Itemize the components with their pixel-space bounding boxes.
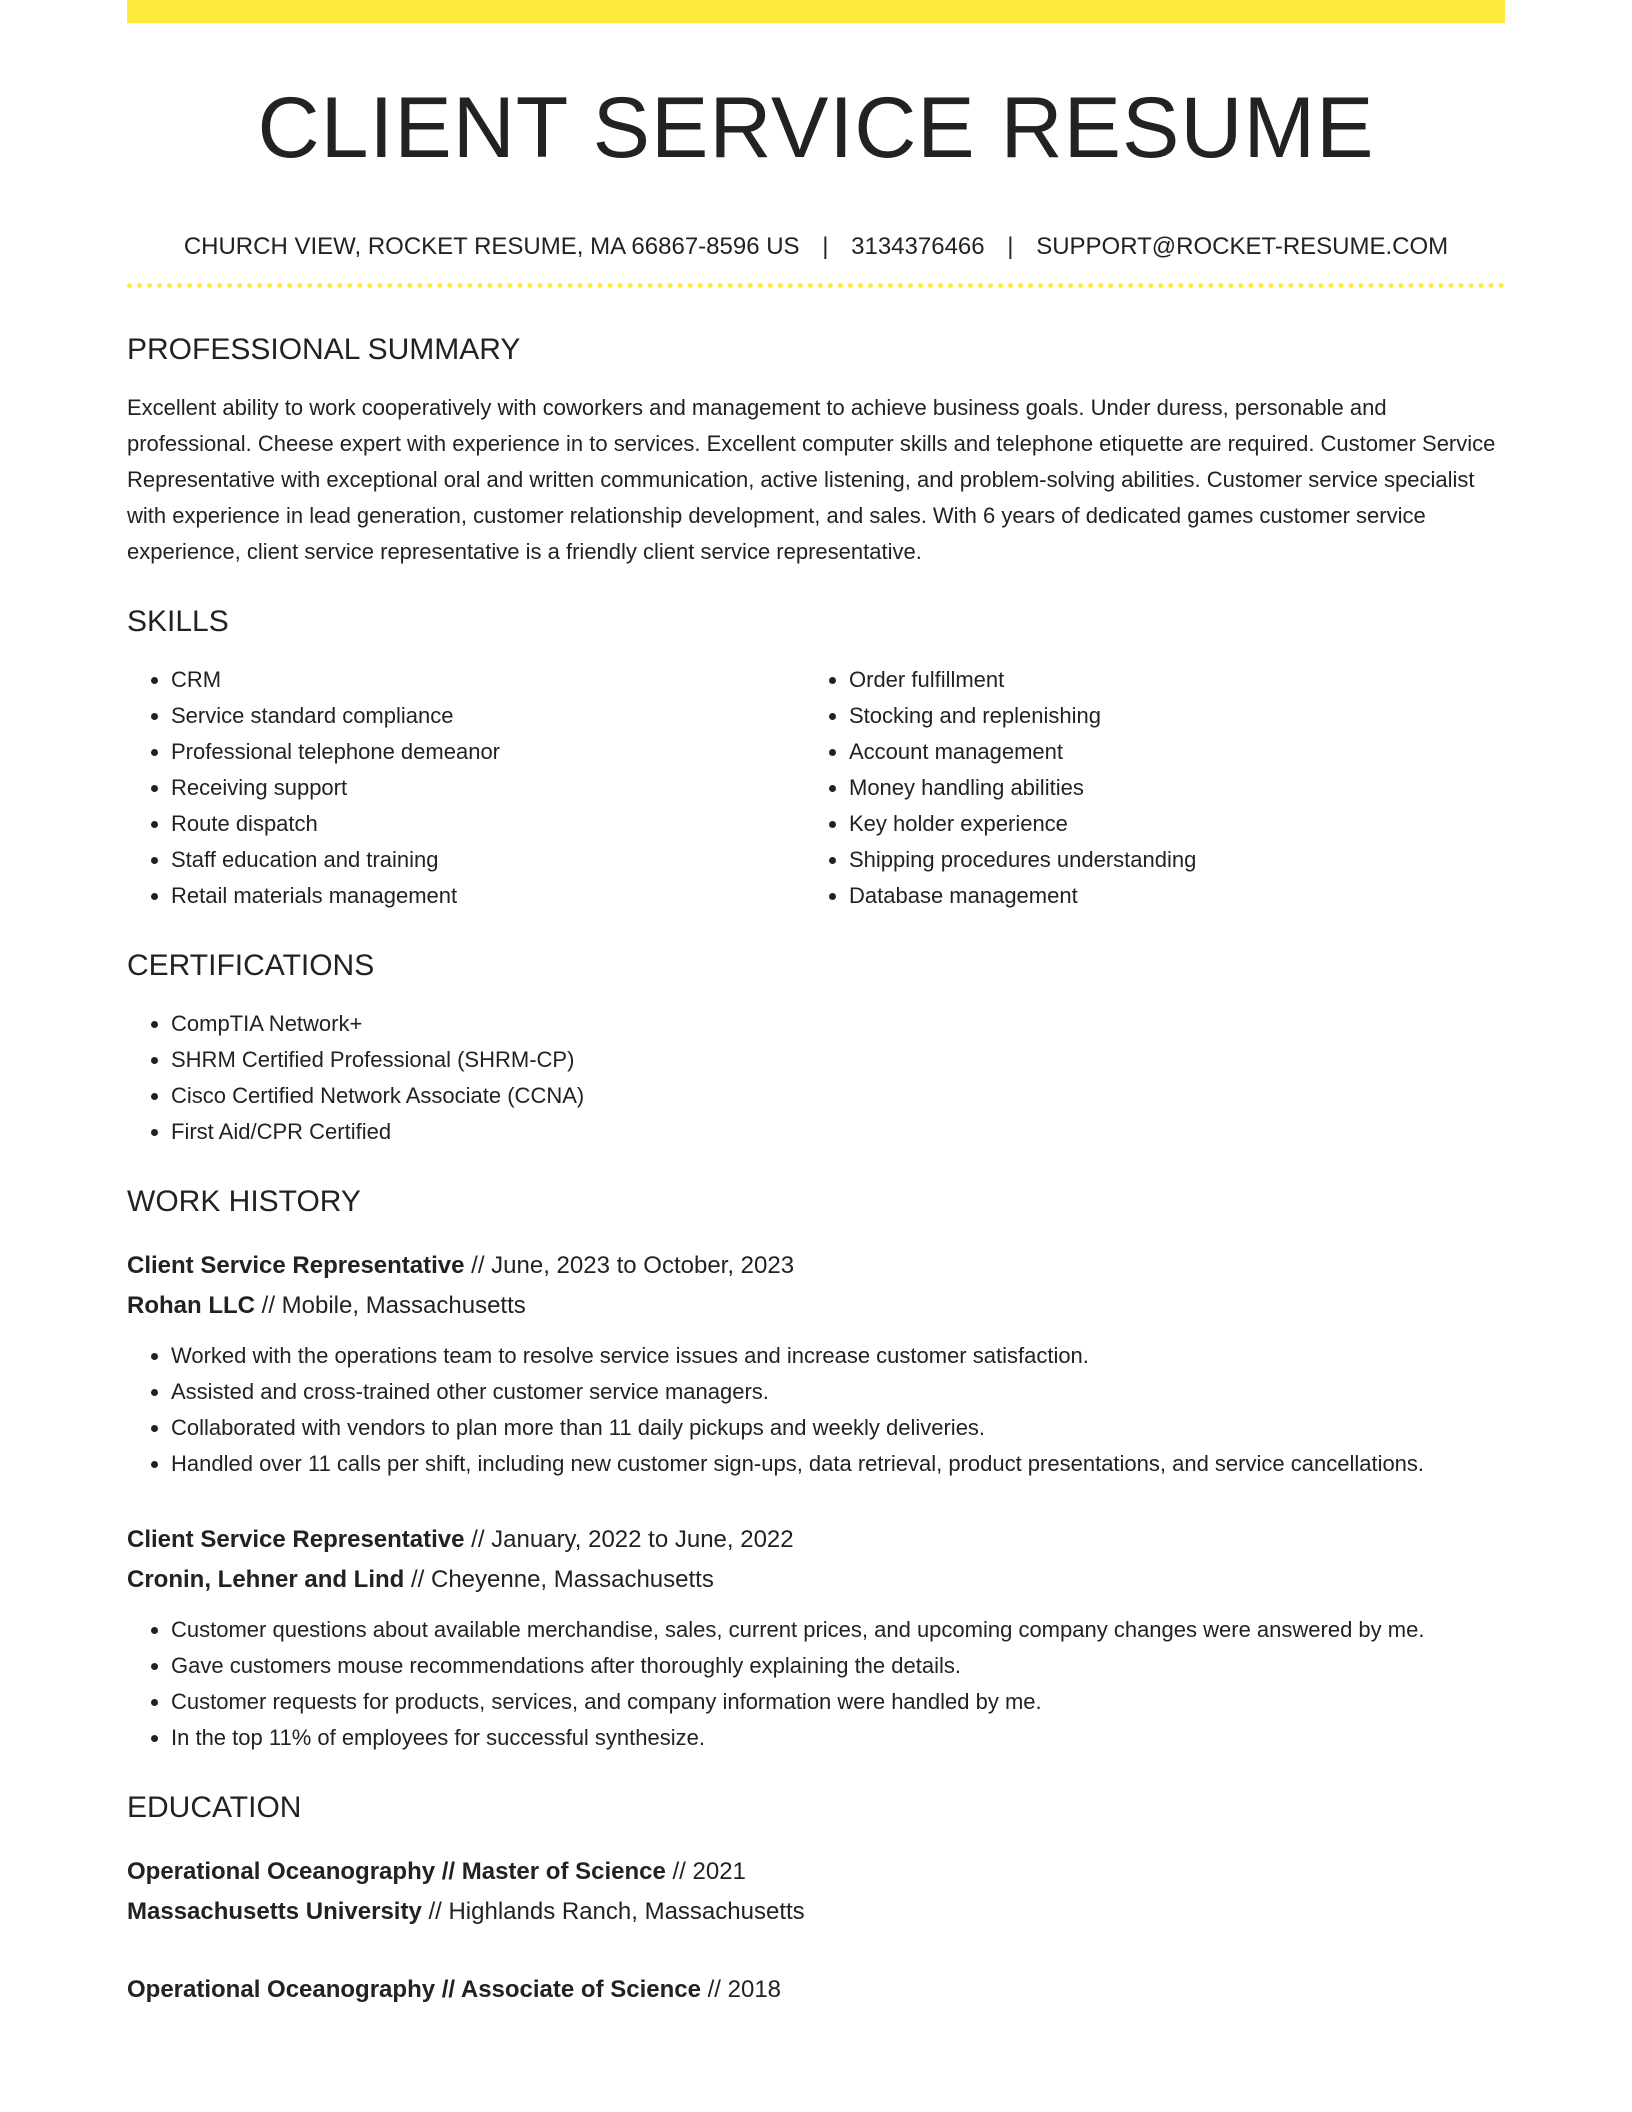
job-dates: // June, 2023 to October, 2023 xyxy=(464,1252,795,1279)
skill-item: • Staff education and training xyxy=(171,842,805,878)
work-history-section xyxy=(127,1184,1505,1756)
education-degree: Operational Oceanography // Associate of Science xyxy=(127,1976,701,2003)
job-title-line xyxy=(127,1520,1505,1560)
skills-list-right xyxy=(805,662,1483,914)
job-bullet: • Customer questions about available merchandise, sales, current prices, and upcoming company changes were answered by me. xyxy=(171,1612,1505,1648)
education-year: // 2018 xyxy=(700,1976,782,2003)
summary-section xyxy=(127,332,1505,570)
skill-item: • CRM xyxy=(171,662,805,698)
job-company: Rohan LLC xyxy=(127,1292,255,1319)
skill-item: • Service standard compliance xyxy=(171,698,805,734)
skill-item: • Route dispatch xyxy=(171,806,805,842)
job-role: Client Service Representative xyxy=(127,1526,465,1553)
skills-grid xyxy=(127,662,1505,914)
job-role: Client Service Representative xyxy=(127,1252,465,1279)
resume-title: CLIENT SERVICE RESUME xyxy=(257,80,1375,176)
education-year: // 2021 xyxy=(665,1858,746,1885)
education-school-line xyxy=(127,1892,1505,1932)
summary-heading: PROFESSIONAL SUMMARY xyxy=(127,333,521,366)
education-entry xyxy=(127,1970,1505,2010)
contact-separator: | xyxy=(822,233,829,260)
contact-separator: | xyxy=(1007,233,1014,260)
job-location: // Mobile, Massachusetts xyxy=(254,1292,526,1319)
job-company-line xyxy=(127,1286,1505,1326)
job-bullet: • Handled over 11 calls per shift, including new customer sign-ups, data retrieval, product presentations, and service cancellations. xyxy=(171,1446,1505,1482)
contact-email: SUPPORT@ROCKET-RESUME.COM xyxy=(1036,233,1449,260)
job-location: // Cheyenne, Massachusetts xyxy=(404,1566,714,1593)
education-entry xyxy=(127,1852,1505,1932)
job-bullet: • Collaborated with vendors to plan more than 11 daily pickups and weekly deliveries. xyxy=(171,1410,1505,1446)
job-bullet: • Gave customers mouse recommendations after thoroughly explaining the details. xyxy=(171,1648,1505,1684)
job-company: Cronin, Lehner and Lind xyxy=(127,1566,405,1593)
dotted-divider xyxy=(127,283,1505,288)
job-entry xyxy=(127,1520,1505,1756)
job-company-line xyxy=(127,1560,1505,1600)
certification-item: • CompTIA Network+ xyxy=(171,1006,1505,1042)
skill-item: • Shipping procedures understanding xyxy=(849,842,1483,878)
education-location: // Highlands Ranch, Massachusetts xyxy=(421,1898,805,1925)
job-bullet: • Worked with the operations team to resolve service issues and increase customer satisfaction. xyxy=(171,1338,1505,1374)
certification-item: • First Aid/CPR Certified xyxy=(171,1114,1505,1150)
certification-item: • Cisco Certified Network Associate (CCNA) xyxy=(171,1078,1505,1114)
skills-section xyxy=(127,604,1505,914)
education-heading: EDUCATION xyxy=(127,1791,302,1824)
job-title-line xyxy=(127,1246,1505,1286)
education-degree-line xyxy=(127,1970,1505,2010)
skill-item: • Order fulfillment xyxy=(849,662,1483,698)
job-entry xyxy=(127,1246,1505,1482)
job-bullet: • Customer requests for products, services, and company information were handled by me. xyxy=(171,1684,1505,1720)
education-section xyxy=(127,1790,1505,2010)
skill-item: • Money handling abilities xyxy=(849,770,1483,806)
certifications-list xyxy=(127,1006,1505,1150)
skill-item: • Key holder experience xyxy=(849,806,1483,842)
education-degree: Operational Oceanography // Master of Science xyxy=(127,1858,666,1885)
contact-line xyxy=(127,231,1505,263)
skill-item: • Receiving support xyxy=(171,770,805,806)
job-bullets xyxy=(127,1338,1505,1482)
job-dates: // January, 2022 to June, 2022 xyxy=(464,1526,794,1553)
summary-text: Excellent ability to work cooperatively with coworkers and management to achieve business goals. Under duress, personable and professional. Cheese expert with experience in to services. Excellent computer skills and telephone etiquette are required. Customer Service Representative with exceptional oral and written communication, active listening, and problem-solving abilities. Customer service specialist with experience in lead generation, customer relationship development, and sales. With 6 years of dedicated games customer service experience, client service representative is a friendly client service representative. xyxy=(127,395,1496,564)
certification-item: • SHRM Certified Professional (SHRM-CP) xyxy=(171,1042,1505,1078)
skills-column-right xyxy=(805,662,1483,914)
skill-item: • Database management xyxy=(849,878,1483,914)
skills-column-left xyxy=(127,662,805,914)
skills-list-left xyxy=(127,662,805,914)
certifications-section xyxy=(127,948,1505,1150)
job-bullet: • In the top 11% of employees for successful synthesize. xyxy=(171,1720,1505,1756)
contact-phone: 3134376466 xyxy=(851,233,985,260)
education-school: Massachusetts University xyxy=(127,1898,422,1925)
work-history-heading: WORK HISTORY xyxy=(127,1185,361,1218)
skill-item: • Stocking and replenishing xyxy=(849,698,1483,734)
job-bullet: • Assisted and cross-trained other customer service managers. xyxy=(171,1374,1505,1410)
skills-heading: SKILLS xyxy=(127,605,229,638)
skill-item: • Retail materials management xyxy=(171,878,805,914)
resume-page xyxy=(127,0,1505,2010)
skill-item: • Account management xyxy=(849,734,1483,770)
accent-top-bar xyxy=(127,0,1505,23)
certifications-heading: CERTIFICATIONS xyxy=(127,949,375,982)
education-degree-line xyxy=(127,1852,1505,1892)
job-bullets xyxy=(127,1612,1505,1756)
skill-item: • Professional telephone demeanor xyxy=(171,734,805,770)
contact-address: CHURCH VIEW, ROCKET RESUME, MA 66867-8596 US xyxy=(183,233,800,260)
